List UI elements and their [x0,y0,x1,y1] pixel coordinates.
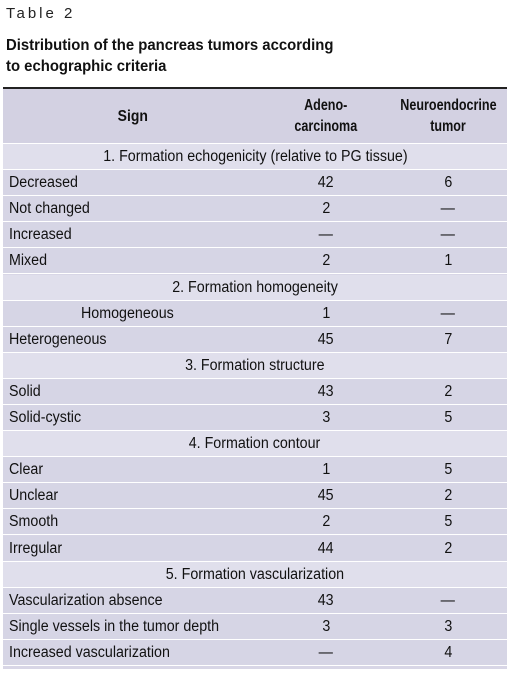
neuroendocrine-cell: 3 [444,617,452,635]
sign-cell: Heterogeneous [9,330,107,348]
table-row [3,640,507,666]
neuroendocrine-cell: 2 [444,382,452,400]
neuroendocrine-cell: — [440,591,456,609]
sign-cell: Single vessels in the tumor depth [9,617,220,635]
header-adenocarcinoma: Adeno- carcinoma [294,97,358,135]
adenocarcinoma-cell: 2 [322,513,330,531]
adenocarcinoma-cell: 45 [318,330,334,348]
sign-cell: Increased [9,226,72,244]
neuroendocrine-cell: — [440,304,456,322]
adenocarcinoma-cell: 2 [322,252,330,270]
neuroendocrine-cell: 7 [444,330,452,348]
adenocarcinoma-cell: 2 [322,200,330,218]
table-row [3,614,507,640]
adenocarcinoma-cell: 1 [322,461,330,479]
table-row [3,222,507,248]
adenocarcinoma-cell: — [318,226,334,244]
section-label: 5. Formation vascularization [165,565,345,583]
sign-cell: Decreased [9,174,78,192]
section-label: 1. Formation echogenicity (relative to PG tissue) [102,148,408,165]
neuroendocrine-cell: 6 [444,174,452,192]
table-row [3,379,507,405]
adenocarcinoma-cell: 44 [318,539,334,557]
section-row [3,431,507,457]
sign-cell: Smooth [9,513,59,531]
neuroendocrine-cell: — [440,226,456,244]
table-row [3,457,507,483]
section-row [3,353,507,379]
table-row [3,405,507,431]
neuroendocrine-cell: 4 [444,643,452,661]
sign-cell: Homogeneous [81,304,174,322]
adenocarcinoma-cell: 3 [322,617,330,635]
sign-cell: Mixed [9,252,48,270]
section-label: 4. Formation contour [189,435,321,453]
neuroendocrine-cell: 5 [444,461,452,479]
table-row [3,483,507,509]
neuroendocrine-cell: — [440,200,456,218]
table-row [3,509,507,535]
header-sign: Sign [117,107,149,125]
sign-cell: Clear [9,461,44,479]
table-title [6,35,471,77]
section-label: 2. Formation homogeneity [172,278,338,296]
sign-cell: Irregular [9,539,63,557]
adenocarcinoma-cell: — [318,643,334,661]
table-header-row [3,89,507,144]
section-row [3,144,507,170]
adenocarcinoma-cell: 43 [318,382,334,400]
table-row [3,170,507,196]
sign-cell: Solid-cystic [9,409,82,426]
adenocarcinoma-cell: 42 [318,174,334,192]
section-label: 3. Formation structure [185,356,325,374]
neuroendocrine-cell: 2 [444,487,452,505]
data-table [3,87,507,669]
neuroendocrine-cell: 1 [444,252,452,270]
section-row [3,562,507,588]
neuroendocrine-cell: 5 [444,513,452,531]
table-row [3,248,507,274]
table-row [3,327,507,353]
table-title-line-2: to echographic criteria [6,58,167,75]
sign-cell: Increased vascularization [9,643,170,661]
sign-cell: Unclear [9,487,59,505]
adenocarcinoma-cell: 1 [322,304,330,322]
table-row [3,301,507,327]
sign-cell: Not changed [9,200,90,218]
table-title-line-1: Distribution of the pancreas tumors according [6,37,334,54]
table-number-label: Table 2 [6,5,76,22]
neuroendocrine-cell: 2 [444,539,452,557]
section-row [3,275,507,301]
adenocarcinoma-cell: 3 [322,409,330,426]
table-row [3,196,507,222]
header-neuroendocrine-tumor: Neuroendocrine tumor [399,97,497,135]
adenocarcinoma-cell: 43 [318,591,334,609]
sign-cell: Vascularization absence [9,591,163,609]
adenocarcinoma-cell: 45 [318,487,334,505]
table-row [3,588,507,614]
table-row [3,536,507,562]
neuroendocrine-cell: 5 [444,409,452,426]
sign-cell: Solid [9,382,41,400]
